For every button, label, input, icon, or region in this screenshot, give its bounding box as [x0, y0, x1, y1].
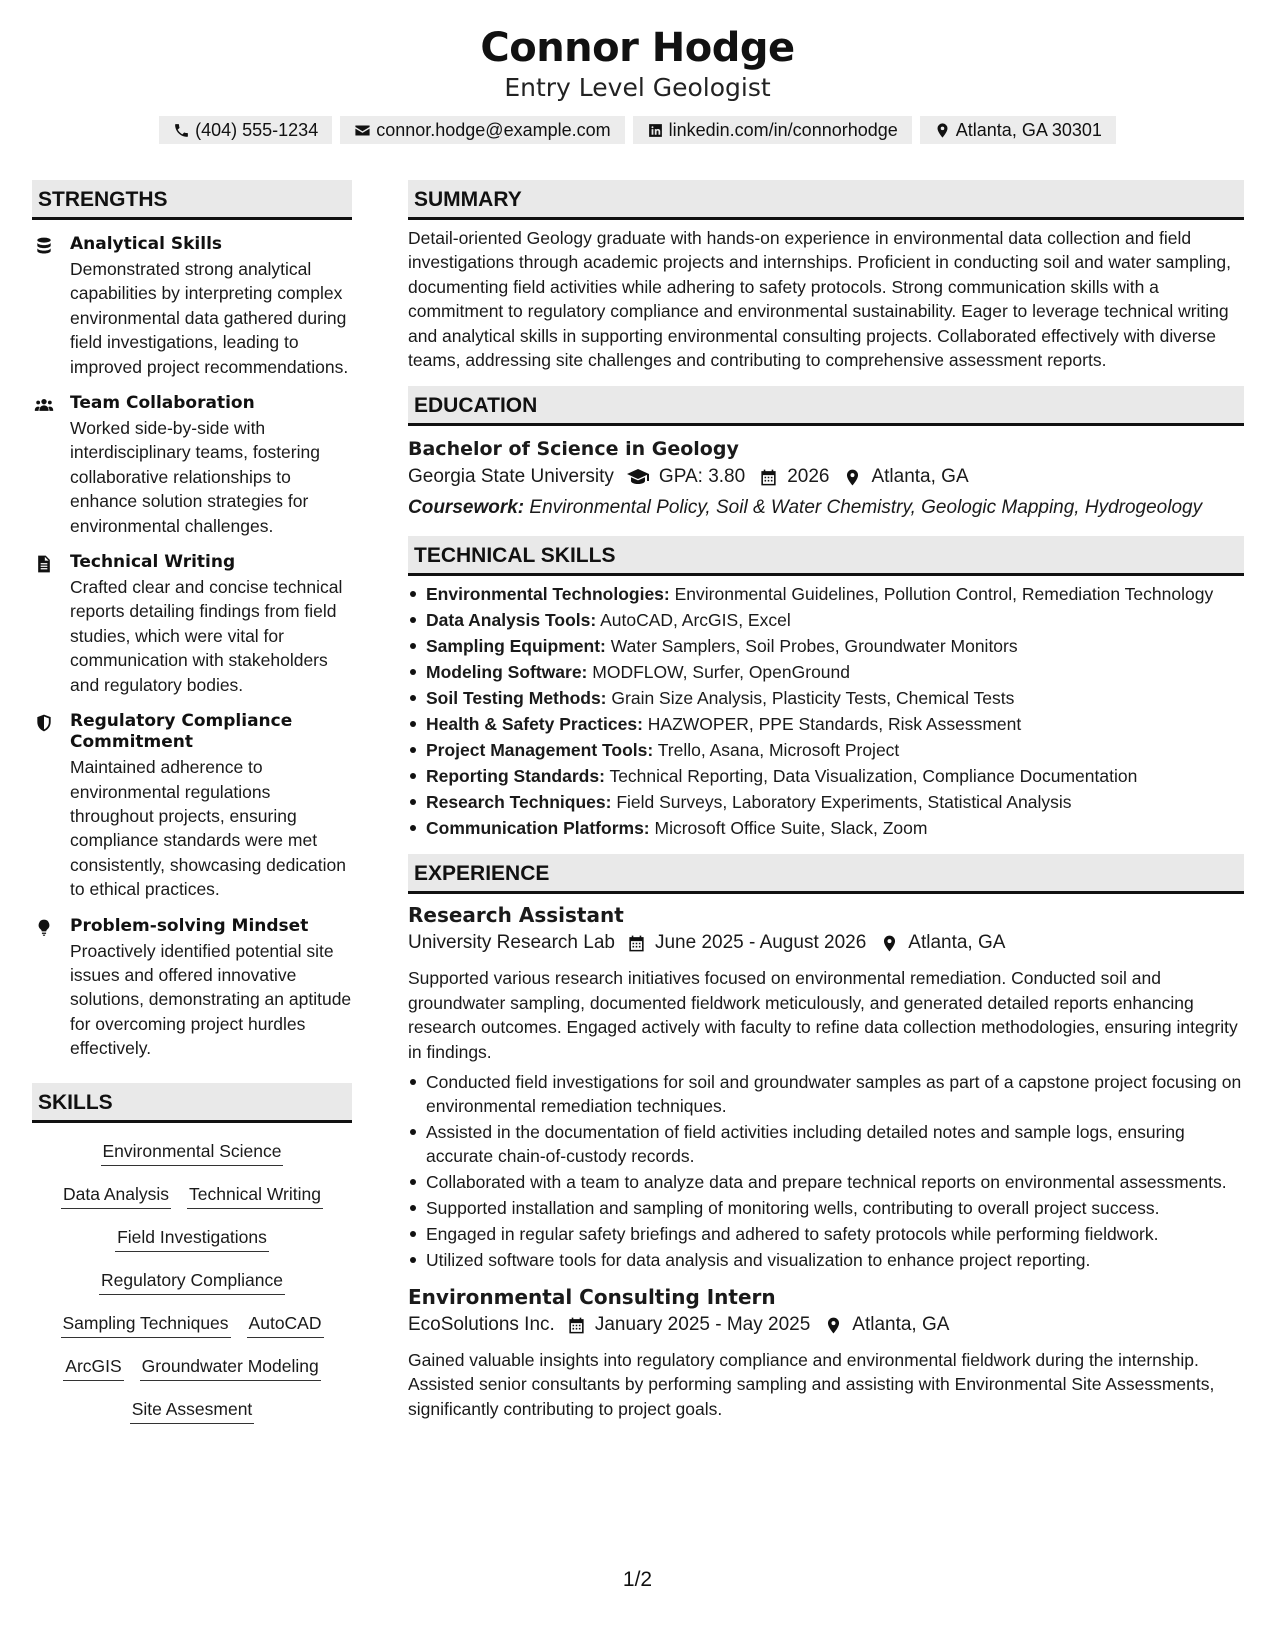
technical-skills-heading: TECHNICAL SKILLS: [408, 536, 1244, 576]
tech-skill-value: Field Surveys, Laboratory Experiments, Statistical Analysis: [616, 792, 1072, 813]
linkedin-icon: [647, 122, 664, 139]
tech-skill-label: Research Techniques:: [426, 792, 612, 813]
location-pin-icon: [843, 468, 862, 487]
strengths-heading: STRENGTHS: [32, 180, 352, 220]
job-title: Research Assistant: [408, 903, 624, 928]
job-entry: [408, 902, 1244, 1272]
list-item: Assisted in the documentation of field activities including detailed notes and sample logs, ensuring accurate chain-of-custody records.: [408, 1120, 1244, 1168]
database-icon: [34, 236, 54, 256]
job-dates: June 2025 - August 2026: [654, 932, 867, 954]
list-item: [408, 790, 1244, 814]
graduation-cap-icon: [626, 465, 650, 489]
shield-icon: [34, 713, 54, 733]
tech-skill-label: Environmental Technologies:: [426, 584, 670, 605]
list-item: [408, 816, 1244, 840]
strength-title: Analytical Skills: [70, 234, 223, 254]
tech-skill-label: Health & Safety Practices:: [426, 714, 643, 735]
strength-title: Technical Writing: [70, 552, 236, 573]
strength-item: [32, 711, 352, 901]
contact-location: [920, 116, 1116, 144]
contact-bar: [0, 116, 1275, 144]
job-description: Gained valuable insights into regulatory compliance and environmental fieldwork during the internship. Assisted senior consultants by performing sampling and assisting with Environmental Site Assessments, significantly contributing to project goals.: [408, 1350, 1215, 1419]
list-item: [408, 712, 1244, 736]
school-name: Georgia State University: [408, 466, 614, 488]
left-column: [32, 180, 352, 1424]
strength-title: Regulatory Compliance Commitment: [70, 711, 293, 753]
candidate-title: Entry Level Geologist: [504, 73, 771, 102]
tech-skill-label: Soil Testing Methods:: [426, 688, 607, 709]
tech-skill-value: Technical Reporting, Data Visualization, Compliance Documentation: [609, 766, 1138, 787]
tech-skill-value: AutoCAD, ArcGIS, Excel: [600, 610, 791, 631]
skill-tag: Technical Writing: [187, 1182, 323, 1209]
skill-tag: Environmental Science: [101, 1139, 284, 1166]
calendar-icon: [567, 1316, 586, 1335]
summary-text: Detail-oriented Geology graduate with hands-on experience in environmental data collection and field investigations through academic projects and internships. Proficient in conducting soil and water sampling, documenting field activities while adhering to safety protocols. Strong communication skills with a commitment to regulatory compliance and environmental sustainability. Eager to leverage technical writing and analytical skills in supporting environmental consulting projects. Collaborated effectively with diverse teams, addressing site challenges and contributing to comprehensive assessment reports.: [408, 228, 1231, 371]
skill-tag: ArcGIS: [63, 1354, 123, 1381]
job-meta: [408, 1310, 1244, 1340]
resume-header: [0, 22, 1275, 144]
phone-icon: [173, 122, 190, 139]
tech-skill-label: Sampling Equipment:: [426, 636, 606, 657]
document-icon: [34, 554, 54, 574]
calendar-icon: [627, 934, 646, 953]
strength-description: Demonstrated strong analytical capabilities by interpreting complex environmental data gathered during field investigations, leading to improved project recommendations.: [70, 259, 349, 377]
tech-skill-label: Project Management Tools:: [426, 740, 654, 761]
skill-tag: Sampling Techniques: [61, 1311, 231, 1338]
list-item: [408, 582, 1244, 606]
strength-item: [32, 552, 352, 697]
contact-location-text: Atlanta, GA 30301: [955, 120, 1102, 140]
tech-skill-label: Modeling Software:: [426, 662, 588, 683]
tech-skill-value: HAZWOPER, PPE Standards, Risk Assessment: [647, 714, 1022, 735]
contact-linkedin-text: linkedin.com/in/connorhodge: [668, 120, 898, 140]
company-name: EcoSolutions Inc.: [408, 1314, 555, 1336]
skill-tag: Field Investigations: [115, 1225, 269, 1252]
technical-skills-list: [408, 582, 1244, 840]
strength-description: Worked side-by-side with interdisciplinary teams, fostering collaborative relationships to enhance solution strategies for environmental challenges.: [70, 418, 320, 536]
list-item: Utilized software tools for data analysis and visualization to enhance project reporting.: [408, 1248, 1244, 1272]
job-entry: [408, 1284, 1244, 1421]
job-dates: January 2025 - May 2025: [594, 1314, 811, 1336]
education-heading: EDUCATION: [408, 386, 1244, 426]
tech-skill-value: MODFLOW, Surfer, OpenGround: [592, 662, 850, 683]
tech-skill-value: Microsoft Office Suite, Slack, Zoom: [654, 818, 928, 839]
list-item: [408, 608, 1244, 632]
location-pin-icon: [934, 122, 951, 139]
gpa: GPA: 3.80: [658, 466, 746, 488]
skill-tag: AutoCAD: [247, 1311, 324, 1338]
strength-title: Team Collaboration: [70, 393, 255, 414]
job-title: Environmental Consulting Intern: [408, 1285, 776, 1310]
summary-heading: SUMMARY: [408, 180, 1244, 220]
coursework-list: Environmental Policy, Soil & Water Chemistry, Geologic Mapping, Hydrogeology: [529, 497, 1203, 519]
tech-skill-value: Water Samplers, Soil Probes, Groundwater Monitors: [610, 636, 1018, 657]
list-item: [408, 686, 1244, 710]
list-item: [408, 634, 1244, 658]
list-item: [408, 660, 1244, 684]
skill-tag: Regulatory Compliance: [99, 1268, 285, 1295]
strength-description: Crafted clear and concise technical reports detailing findings from field studies, which were vital for communication with stakeholders and regulatory bodies.: [70, 577, 343, 695]
skill-tag: Data Analysis: [61, 1182, 171, 1209]
strength-description: Proactively identified potential site issues and offered innovative solutions, demonstrating an aptitude for overcoming project hurdles effectively.: [70, 940, 352, 1059]
company-name: University Research Lab: [408, 932, 615, 954]
tech-skill-value: Trello, Asana, Microsoft Project: [657, 740, 900, 761]
list-item: [408, 764, 1244, 788]
list-item: Collaborated with a team to analyze data and prepare technical reports on environmental assessments.: [408, 1170, 1244, 1194]
contact-phone[interactable]: [159, 116, 332, 144]
strength-item: [32, 234, 352, 379]
tech-skill-label: Communication Platforms:: [426, 818, 650, 839]
job-bullets: [408, 1070, 1244, 1272]
degree-title: Bachelor of Science in Geology: [408, 438, 739, 461]
experience-heading: EXPERIENCE: [408, 854, 1244, 894]
candidate-name: Connor Hodge: [480, 25, 795, 71]
education-meta: [408, 462, 1244, 492]
tech-skill-value: Environmental Guidelines, Pollution Control, Remediation Technology: [674, 584, 1214, 605]
strength-description: Maintained adherence to environmental regulations throughout projects, ensuring compliance standards were met consistently, showcasing dedication to ethical practices.: [70, 757, 346, 900]
list-item: Conducted field investigations for soil and groundwater samples as part of a capstone project focusing on environmental remediation techniques.: [408, 1070, 1244, 1118]
users-icon: [34, 395, 54, 415]
calendar-icon: [759, 468, 778, 487]
right-column: [408, 180, 1244, 1421]
contact-email-text: connor.hodge@example.com: [376, 120, 611, 140]
skill-tag: Groundwater Modeling: [140, 1354, 321, 1381]
job-location: Atlanta, GA: [908, 932, 1006, 954]
coursework-label: Coursework:: [408, 497, 525, 519]
contact-linkedin[interactable]: [633, 116, 912, 144]
strength-item: [32, 916, 352, 1061]
envelope-icon: [354, 122, 371, 139]
list-item: Supported installation and sampling of monitoring wells, contributing to overall project success.: [408, 1196, 1244, 1220]
contact-email[interactable]: [340, 116, 624, 144]
list-item: [408, 738, 1244, 762]
coursework: [408, 496, 1244, 520]
job-location: Atlanta, GA: [852, 1314, 950, 1336]
skills-list: [32, 1139, 352, 1424]
contact-phone-text: (404) 555-1234: [195, 120, 319, 140]
graduation-year: 2026: [787, 466, 830, 488]
job-description: Supported various research initiatives focused on environmental remediation. Conducted soil and groundwater sampling, documented fieldwork meticulously, and generated detailed reports enhancing research outcomes. Engaged actively with faculty to refine data collection methodologies, ensuring integrity in findings.: [408, 968, 1238, 1062]
strength-title: Problem-solving Mindset: [70, 915, 309, 936]
skill-tag: Site Assesment: [130, 1397, 255, 1424]
tech-skill-label: Reporting Standards:: [426, 766, 605, 787]
strength-item: [32, 393, 352, 538]
lightbulb-icon: [34, 918, 54, 938]
list-item: Engaged in regular safety briefings and adhered to safety protocols while performing fieldwork.: [408, 1222, 1244, 1246]
location-pin-icon: [824, 1316, 843, 1335]
job-meta: [408, 928, 1244, 958]
page-number: 1/2: [622, 1568, 653, 1591]
skills-heading: SKILLS: [32, 1083, 352, 1123]
tech-skill-value: Grain Size Analysis, Plasticity Tests, Chemical Tests: [611, 688, 1015, 709]
tech-skill-label: Data Analysis Tools:: [426, 610, 597, 631]
school-location: Atlanta, GA: [871, 466, 969, 488]
location-pin-icon: [880, 934, 899, 953]
